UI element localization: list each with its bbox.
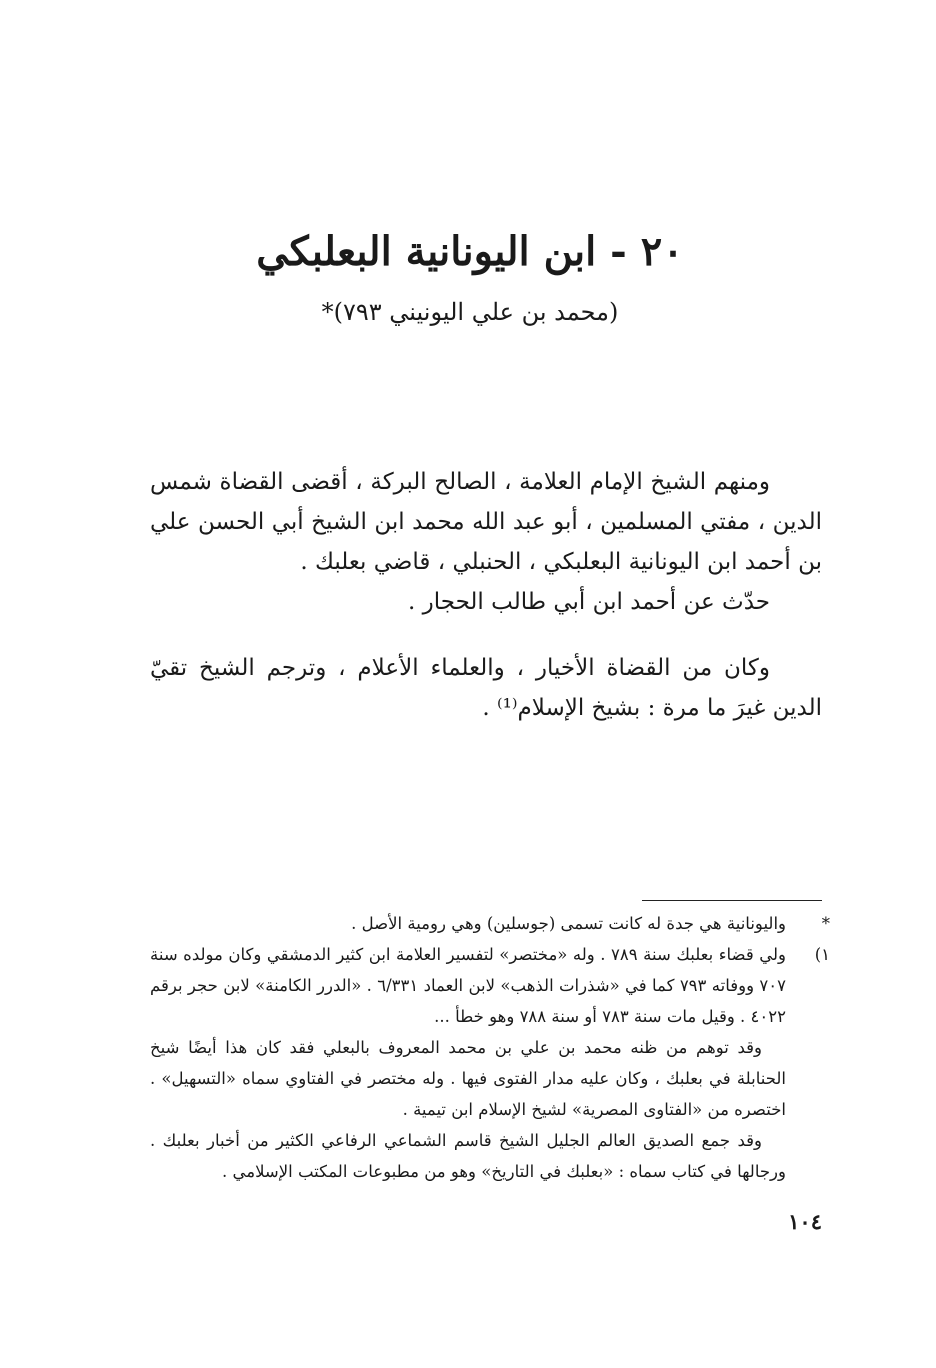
footnote-separator	[642, 900, 822, 901]
chapter-title: ٢٠ - ابن اليونانية البعلبكي	[256, 228, 684, 275]
footnote-1-paragraph-3: وقد جمع الصديق العالم الجليل الشيخ قاسم الشماعي الرفاعي الكثير من أخبار بعلبك . ورجالها في كتاب سماه : «بعلبك في التاريخ» وهو من مطبوعات المكتب الإسلامي .	[150, 1131, 786, 1181]
footnote-1-paragraph-1: ولي قضاء بعلبك سنة ٧٨٩ . وله «مختصر» لتفسير العلامة ابن كثير الدمشقي وكان مولده سنة ٧٠٧ ووفاته ٧٩٣ كما في «شذرات الذهب» لابن العماد ٦/٣٣١ . «الدرر الكامنة» لابن حجر برقم ٤٠٢٢ . وقيل مات سنة ٧٨٣ أو سنة ٧٨٨ وهو خطأ ...	[150, 945, 786, 1026]
footnotes	[150, 908, 830, 1187]
footnote-1	[150, 939, 830, 1187]
footnote-star-marker: *	[821, 914, 830, 933]
body-paragraph-3: وكان من القضاة الأخيار ، والعلماء الأعلام ، وترجم الشيخ تقيّ الدين غيرَ ما مرة : بشيخ الإسلام⁽¹⁾ .	[150, 655, 822, 721]
footnote-1-paragraph-2: وقد توهم من ظنه محمد بن علي بن محمد المعروف بالبعلي فقد كان هذا أيضًا شيخ الحنابلة في بعلبك ، وكان عليه مدار الفتوى فيها . وله مختصر في الفتاوي سماه «التسهيل» . اختصره من «الفتاوى المصرية» لشيخ الإسلام ابن تيمية .	[150, 1038, 786, 1119]
page-number: ١٠٤	[788, 1209, 822, 1234]
footnote-star	[150, 908, 830, 939]
body-paragraph-2: حدّث عن أحمد ابن أبي طالب الحجار .	[407, 589, 770, 615]
chapter-subtitle: (محمد بن علي اليونيني ٧٩٣)*	[321, 298, 619, 326]
body-paragraph-1: ومنهم الشيخ الإمام العلامة ، الصالح البركة ، أقضى القضاة شمس الدين ، مفتي المسلمين ، أبو عبد الله محمد ابن الشيخ أبي الحسن علي بن أحمد ابن اليونانية البعلبكي ، الحنبلي ، قاضي بعلبك .	[150, 469, 822, 575]
footnote-star-text: واليونانية هي جدة له كانت تسمى (جوسلين) وهي رومية الأصل .	[351, 914, 786, 933]
footnote-1-marker: ١)	[814, 945, 830, 964]
